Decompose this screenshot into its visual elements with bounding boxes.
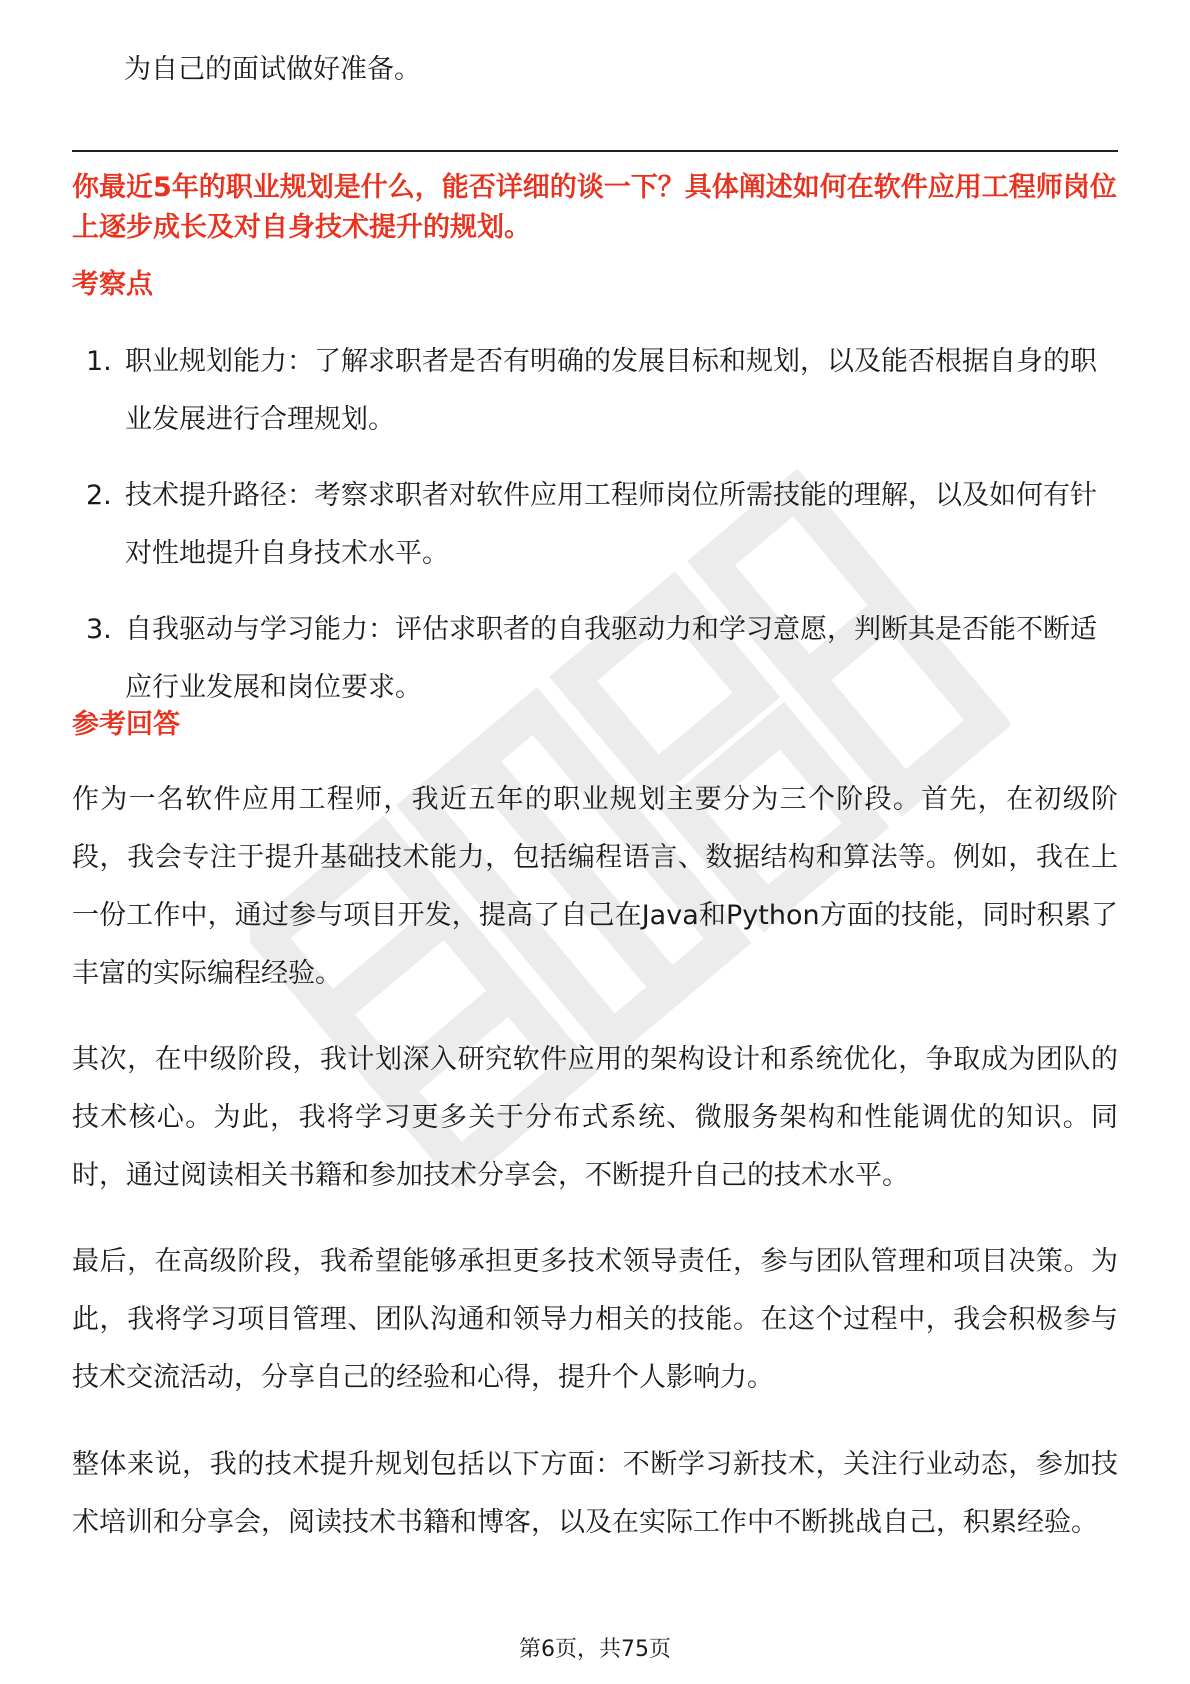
page-number-footer: 第6页，共75页 [519,1637,671,1662]
point-text: 自我驱动与学习能力：评估求职者的自我驱动力和学习意愿，判断其是否能不断适应行业发展和岗位要求。 [125,614,1097,703]
assessment-point [72,467,1118,583]
point-number: 3. [86,614,112,645]
point-text: 职业规划能力：了解求职者是否有明确的发展目标和规划，以及能否根据自身的职业发展进行合理规划。 [125,346,1097,435]
assessment-point [72,601,1118,717]
point-text: 技术提升路径：考察求职者对软件应用工程师岗位所需技能的理解，以及如何有针对性地提升自身技术水平。 [125,480,1097,569]
section-divider [72,150,1118,152]
assessment-point [72,333,1118,449]
answer-paragraph: 整体来说，我的技术提升规划包括以下方面：不断学习新技术，关注行业动态，参加技术培训和分享会，阅读技术书籍和博客，以及在实际工作中不断挑战自己，积累经验。 [72,1449,1118,1538]
point-number: 2. [86,480,112,511]
assessment-heading: 考察点 [72,269,153,300]
answer-paragraph: 其次，在中级阶段，我计划深入研究软件应用的架构设计和系统优化，争取成为团队的技术核心。为此，我将学习更多关于分布式系统、微服务架构和性能调优的知识。同时，通过阅读相关书籍和参加技术分享会，不断提升自己的技术水平。 [72,1044,1118,1191]
answer-paragraph: 作为一名软件应用工程师，我近五年的职业规划主要分为三个阶段。首先，在初级阶段，我会专注于提升基础技术能力，包括编程语言、数据结构和算法等。例如，我在上一份工作中，通过参与项目开发，提高了自己在Java和Python方面的技能，同时积累了丰富的实际编程经验。 [72,784,1118,989]
answer-heading: 参考回答 [72,709,180,740]
carry-over-line: 为自己的面试做好准备。 [124,54,421,85]
point-number: 1. [86,346,112,377]
answer-paragraph: 最后，在高级阶段，我希望能够承担更多技术领导责任，参与团队管理和项目决策。为此，我将学习项目管理、团队沟通和领导力相关的技能。在这个过程中，我会积极参与技术交流活动，分享自己的经验和心得，提升个人影响力。 [72,1246,1118,1393]
interview-question: 你最近5年的职业规划是什么，能否详细的谈一下？具体阐述如何在软件应用工程师岗位上逐步成长及对自身技术提升的规划。 [72,172,1117,243]
assessment-points-list [72,333,1118,735]
